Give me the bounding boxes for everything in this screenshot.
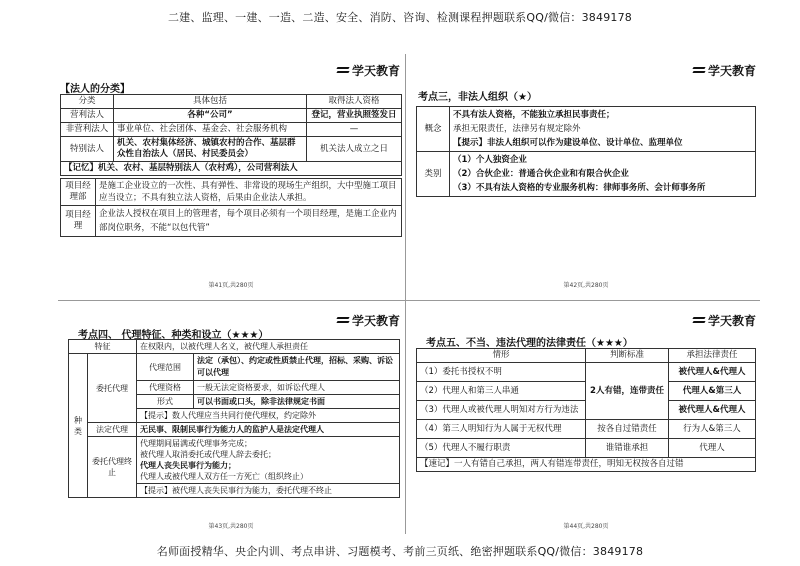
table-cell: 是施工企业设立的一次性、具有弹性、非常设的现场生产组织，大中型施工项目应当设立；不具有独立法人资格，后果由企业法人承担。: [96, 179, 402, 206]
col-header: 承担法律责任: [669, 349, 756, 363]
logo-text: 学天教育: [707, 314, 756, 328]
logo-text: 学天教育: [707, 64, 756, 78]
table-cell: 种类: [69, 354, 88, 498]
memory-note: 【记忆】机关、农村、基层特别法人（农村鸡），公司营利法人: [61, 162, 402, 176]
logo: [693, 62, 756, 79]
table-cell: 事业单位、社会团体、基金会、社会服务机构: [114, 123, 307, 137]
end-line: 代理人或被代理人双方任一方死亡（组织终止）: [140, 472, 308, 481]
table-cell: 非营利法人: [61, 123, 114, 137]
col-header: 分类: [61, 95, 114, 109]
table-cell: 一般无法定资格要求，如诉讼代理人: [194, 381, 400, 395]
table-cell: 被代理人&代理人: [669, 363, 756, 382]
table-cell: 在权限内，以被代理人名义，被代理人承担责任: [137, 340, 400, 354]
table-cell: 谁错谁承担: [586, 439, 669, 458]
legal-person-table: [60, 94, 402, 176]
page-44-panel: [412, 308, 760, 533]
table-cell: 代理人: [669, 439, 756, 458]
table-cell: 法定代理: [88, 423, 137, 437]
logo-mark-icon: [337, 316, 349, 325]
page-number: 第41页,共280页: [208, 282, 254, 289]
table-cell: （1）委托书授权不明: [417, 363, 586, 382]
table-cell: 代理人&第三人: [669, 382, 756, 401]
project-table: [60, 178, 402, 237]
logo-text: 学天教育: [351, 64, 400, 78]
col-header: 判断标准: [586, 349, 669, 363]
table-cell: 【提示】被代理人丧失民事行为能力，委托代理不终止: [137, 484, 400, 498]
liability-table: [416, 348, 756, 472]
table-cell: 登记，营业执照签发日: [307, 109, 402, 123]
logo: [693, 312, 756, 329]
section-heading: 【法人的分类】: [60, 84, 130, 95]
bottom-banner: 名师面授精华、央企内训、考点串讲、习题模考、考前三页纸、绝密押题联系QQ/微信：3849178: [156, 545, 644, 558]
table-cell: 营利法人: [61, 109, 114, 123]
table-cell: （5）代理人不履行职责: [417, 439, 586, 458]
horizontal-divider: [58, 300, 760, 301]
page-number: 第44页,共280页: [563, 523, 609, 530]
end-line: 被代理人取消委托或代理人辞去委托；: [140, 450, 276, 459]
table-cell: 行为人&第三人: [669, 420, 756, 439]
page-number: 第42页,共280页: [563, 282, 609, 289]
type-line: （1）个人独资企业: [453, 155, 527, 165]
table-cell: 项目经理: [61, 206, 96, 237]
table-cell: 可以书面或口头，除非法律规定书面: [194, 395, 400, 409]
page-number: 第43页,共280页: [208, 523, 254, 530]
end-line: 代理期间届满或代理事务完成；: [140, 439, 252, 448]
table-cell: （2）代理人和第三人串通: [417, 382, 586, 401]
table-cell: 形式: [137, 395, 194, 409]
table-cell: 代理资格: [137, 381, 194, 395]
col-header: 取得法人资格: [307, 95, 402, 109]
table-cell: 法定（承包）、约定或性质禁止代理，招标、采购、诉讼可以代理: [194, 354, 400, 381]
table-cell: 2人有错，连带责任: [586, 363, 669, 420]
end-line: 代理人丧失民事行为能力；: [140, 461, 236, 470]
agency-table: [68, 339, 400, 498]
table-cell: —: [307, 123, 402, 137]
concept-line: 【提示】非法人组织可以作为建设单位、设计单位、监理单位: [453, 138, 683, 148]
table-cell: 各种“公司”: [114, 109, 307, 123]
type-line: （3）不具有法人资格的专业服务机构：律师事务所、会计师事务所: [453, 183, 706, 193]
logo-text: 学天教育: [351, 314, 400, 328]
logo-mark-icon: [693, 316, 705, 325]
table-cell: 代理范围: [137, 354, 194, 381]
col-header: 情形: [417, 349, 586, 363]
type-line: （2）合伙企业：普通合伙企业和有限合伙企业: [453, 169, 629, 179]
table-cell: 企业法人授权在项目上的管理者，每个项目必须有一个项目经理，是施工企业内部岗位职务，不能“以包代管”: [96, 206, 402, 237]
table-cell: 按各自过错责任: [586, 420, 669, 439]
table-cell: 委托代理终止: [88, 437, 137, 498]
page-42-panel: [412, 58, 760, 292]
table-cell: （4）第三人明知行为人属于无权代理: [417, 420, 586, 439]
page-43-panel: [58, 308, 404, 533]
table-cell: 类别: [417, 152, 450, 197]
non-legal-table: [416, 106, 756, 197]
vertical-divider: [405, 54, 406, 534]
table-cell: 特别法人: [61, 137, 114, 162]
table-cell: 概念: [417, 107, 450, 152]
table-cell: 项目经理部: [61, 179, 96, 206]
table-cell: 机关、农村集体经济、城镇农村的合作、基层群众性自治法人（居民、村民委员会）: [114, 137, 307, 162]
logo: [337, 62, 400, 79]
table-cell: 被代理人&代理人: [669, 401, 756, 420]
logo-mark-icon: [693, 66, 705, 75]
table-cell: 机关法人成立之日: [307, 137, 402, 162]
table-cell: （3）代理人或被代理人明知对方行为违法: [417, 401, 586, 420]
table-cell: 无民事、限制民事行为能力人的监护人是法定代理人: [137, 423, 400, 437]
section-heading: 考点四、 代理特征、种类和设立（★★★）: [78, 330, 269, 341]
concept-line: 承担无限责任，法律另有规定除外: [453, 124, 581, 134]
section-heading: 考点三，非法人组织（★）: [418, 92, 537, 103]
section-heading: 考点五、不当、违法代理的法律责任（★★★）: [426, 338, 633, 349]
table-cell: 委托代理: [88, 354, 137, 423]
logo-mark-icon: [337, 66, 349, 75]
page-41-panel: [58, 58, 404, 292]
col-header: 具体包括: [114, 95, 307, 109]
top-banner: 二建、监理、一建、一造、二造、安全、消防、咨询、检测课程押题联系QQ/微信：3849178: [167, 11, 632, 24]
table-cell: 【提示】数人代理应当共同行使代理权，约定除外: [137, 409, 400, 423]
logo: [337, 312, 400, 329]
concept-line: 不具有法人资格，不能独立承担民事责任；: [453, 110, 615, 120]
quick-memory-note: 【速记】一人有错自己承担，两人有错连带责任，明知无权按各自过错: [417, 458, 756, 472]
table-cell: 特征: [69, 340, 137, 354]
